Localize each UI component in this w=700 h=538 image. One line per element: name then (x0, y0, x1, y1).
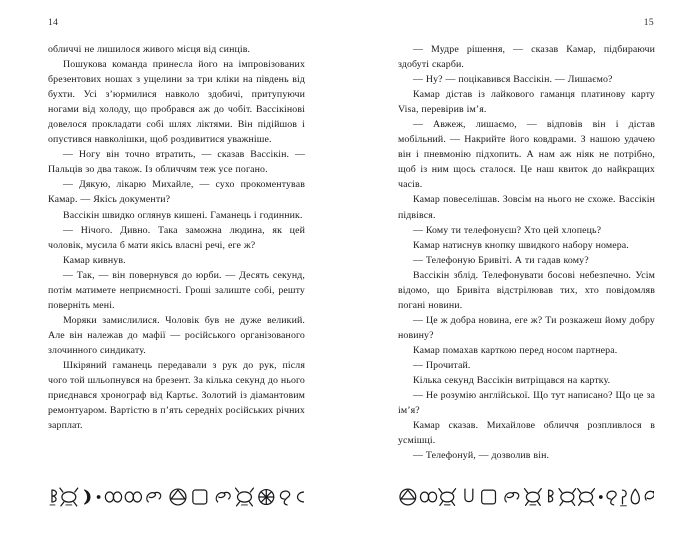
paragraph: — Це ж добра новина, еге ж? Ти розкажеш йому добру новину? (398, 314, 655, 341)
paragraph: — Кому ти телефонуєш? Хто цей хлопець? (413, 224, 602, 236)
paragraph: — Дякую, лікарю Михайле, — сухо прокоментував Камар. — Якісь документи? (48, 179, 305, 206)
paragraph: — Не розумію англійської. Що тут написано? Що це за ім’я? (398, 390, 655, 417)
paragraph: Вассікін зблід. Телефонувати босові небезпечно. Усім відомо, що Бривіта відстрілював тих, хто повідомляв погані новини. (398, 269, 655, 311)
page-number-right: 15 (643, 18, 654, 28)
paragraph: Камар помахав карткою перед носом партнера. (413, 344, 618, 356)
paragraph: Камар дістав із лайкового гаманця платинову карту Visa, перевірив ім’я. (398, 89, 655, 116)
page-number-left: 14 (48, 18, 59, 28)
paragraph: — Телефонуй, — дозволив він. (413, 450, 550, 462)
page-right (350, 0, 700, 538)
body-text-left (48, 42, 305, 433)
gnommish-glyph-row (48, 485, 304, 509)
paragraph: — Ну? — поцікавився Вассікін. — Лишаємо? (413, 74, 613, 86)
paragraph: — Ногу він точно втратить, — сказав Вассікін. — Пальців зо два також. Із обличчям теж усе погано. (48, 149, 305, 176)
body-text-right (398, 42, 655, 463)
paragraph: Камар кивнув. (63, 254, 126, 266)
paragraph: Моряки замислилися. Чоловік був не дуже великий. Але він належав до мафії — російського організованого злочинного синдикату. (48, 314, 305, 356)
paragraph: — Так, — він повернувся до юрби. — Десять секунд, потім матимете неприємності. Гроші залиште собі, решту поверніть мені. (48, 269, 305, 311)
paragraph: Вассікін швидко оглянув кишені. Гаманець і годинник. (63, 209, 303, 221)
paragraph: — Мудре рішення, — сказав Камар, підбираючи здобуті скарби. (398, 44, 655, 71)
paragraph: Камар сказав. Михайлове обличчя розпливлося в усмішці. (398, 420, 655, 447)
paragraph: Шкіряний гаманець передавали з рук до рук, після чого той шльопнувся на брезент. За кілька секунд до нього приєднався хронограф від Картьє. Золотий із діамантовим ремонтуаром. Вартістю в п’ять середніх російських річних зарплат. (48, 359, 305, 432)
paragraph: обличчі не лишилося живого місця від синців. (48, 44, 251, 55)
paragraph: — Телефоную Бривіті. А ти гадав кому? (413, 254, 589, 266)
paragraph: — Авжеж, лишаємо, — відповів він і дістав мобільний. — Накрийте його ковдрами. З нашою удачею він і пневмонію підхопить. А нам аж ніяк не потрібно, щоб із ним щось сталося. Це наш квиток до найкращих часів. (398, 119, 655, 191)
gnommish-glyph-row (398, 485, 654, 509)
paragraph: — Прочитай. (413, 359, 471, 371)
footer-gnommish-runes-right (398, 484, 654, 510)
paragraph: Кілька секунд Вассікін витріщався на картку. (413, 375, 611, 387)
paragraph: — Нічого. Дивно. Така заможна людина, як цей чоловік, мусила б мати якісь власні речі, еге ж? (48, 224, 305, 251)
paragraph: Камар повеселішав. Зовсім на нього не схоже. Вассікін підвівся. (398, 194, 655, 221)
footer-gnommish-runes-left (48, 484, 304, 510)
paragraph: Камар натиснув кнопку швидкого набору номера. (413, 239, 629, 251)
paragraph: Пошукова команда принесла його на імпровізованих брезентових ношах з ущелини за три кліки на південь від бухти. Усі з’юрмилися навколо здобичі, притупуючи ногами від холоду, що пробрався аж до чобіт. Вассікінові довелося прокладати собі шлях ліктями. Він підійшов і опустився навколішки, щоб роздивитися уважніше. (48, 59, 305, 146)
